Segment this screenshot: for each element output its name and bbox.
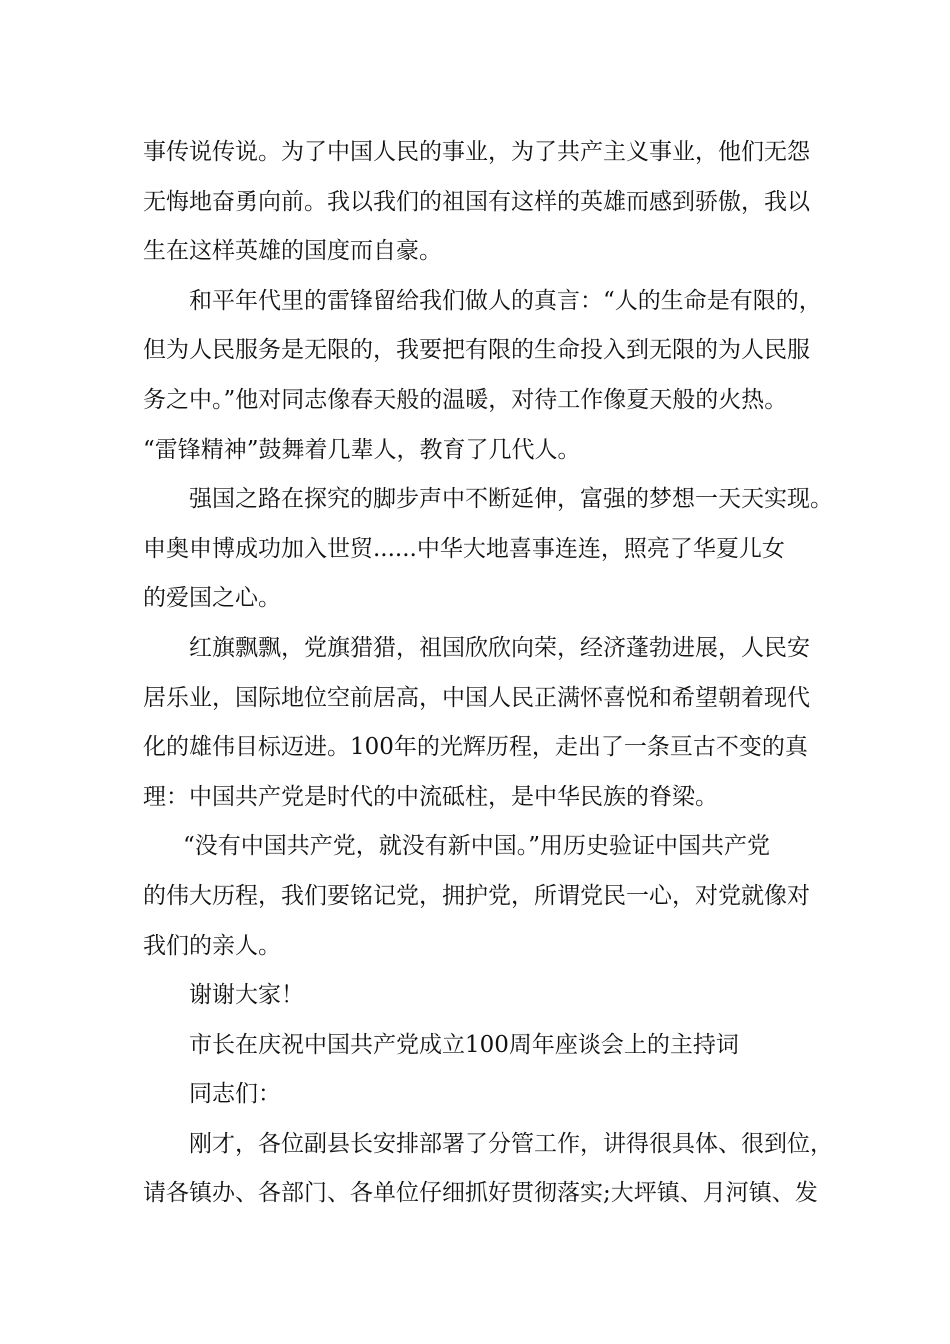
paragraph-start-line: 和平年代里的雷锋留给我们做人的真言：“人的生命是有限的， — [189, 287, 822, 314]
salutation: 同志们： — [189, 1081, 281, 1108]
paragraph-start-line: 强国之路在探究的脚步声中不断延伸，富强的梦想一天天实现。 — [189, 486, 833, 513]
text-line: 生在这样英雄的国度而自豪。 — [143, 238, 442, 265]
document-body — [143, 128, 833, 1219]
section-title: 市长在庆祝中国共产党成立100周年座谈会上的主持词 — [189, 1031, 739, 1058]
closing-line: 谢谢大家！ — [189, 982, 304, 1009]
paragraph-start-line: “没有中国共产党，就没有新中国。”用历史验证中国共产党 — [183, 833, 771, 860]
text-line: 但为人民服务是无限的，我要把有限的生命投入到无限的为人民服 — [143, 337, 810, 364]
text-line: 居乐业，国际地位空前居高，中国人民正满怀喜悦和希望朝着现代 — [143, 684, 810, 711]
paragraph-start-line: 刚才，各位副县长安排部署了分管工作，讲得很具体、很到位， — [189, 1130, 833, 1157]
text-line: 务之中。”他对同志像春天般的温暖，对待工作像夏天般的火热。 — [143, 386, 788, 413]
text-line: 化的雄伟目标迈进。100年的光辉历程，走出了一条亘古不变的真 — [143, 734, 808, 761]
text-line: “雷锋精神”鼓舞着几辈人，教育了几代人。 — [143, 436, 581, 463]
text-line: 理：中国共产党是时代的中流砥柱，是中华民族的脊梁。 — [143, 783, 718, 810]
text-line: 的伟大历程，我们要铭记党，拥护党，所谓党民一心，对党就像对 — [143, 882, 810, 909]
text-line: 事传说传说。为了中国人民的事业，为了共产主义事业，他们无怨 — [143, 139, 810, 165]
text-line: 我们的亲人。 — [143, 932, 281, 959]
text-line: 的爱国之心。 — [143, 585, 281, 612]
paragraph-start-line: 红旗飘飘，党旗猎猎，祖国欣欣向荣，经济蓬勃进展，人民安 — [189, 634, 810, 661]
text-line: 请各镇办、各部门、各单位仔细抓好贯彻落实;大坪镇、月河镇、发 — [143, 1180, 818, 1207]
text-line: 无悔地奋勇向前。我以我们的祖国有这样的英雄而感到骄傲，我以 — [143, 188, 810, 215]
text-line: 申奥申博成功加入世贸......中华大地喜事连连，照亮了华夏儿女 — [143, 535, 785, 562]
